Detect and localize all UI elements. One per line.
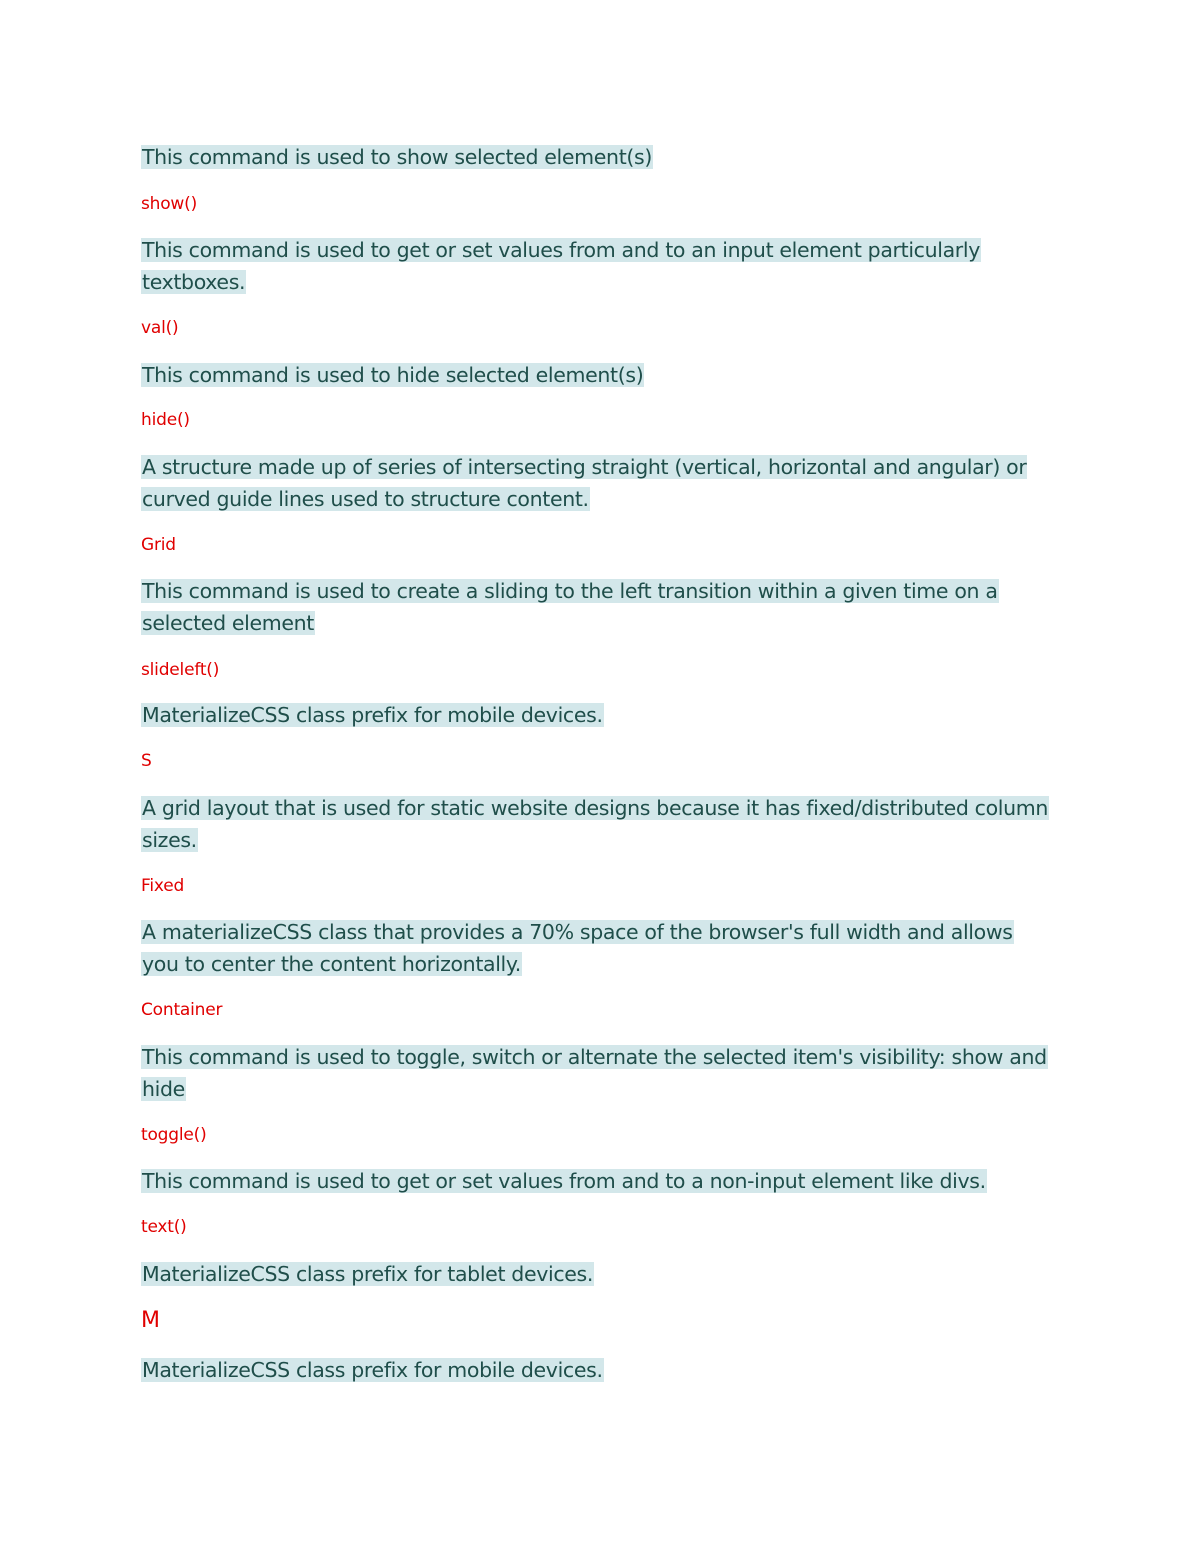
question-12-text: MaterializeCSS class prefix for mobile devices. (142, 1358, 603, 1382)
question-10-text: This command is used to get or set values from and to a non-input element like divs. (142, 1169, 986, 1193)
question-5-text: This command is used to create a sliding to the left transition within a given time on a selected element (142, 579, 998, 635)
answer-11: M (141, 1308, 160, 1333)
question-8-text: A materializeCSS class that provides a 70% space of the browser's full width and allows you to center the content horizontally. (142, 920, 1013, 976)
question-10 (141, 1165, 1051, 1197)
question-5 (141, 575, 1051, 639)
answer-4: Grid (141, 535, 176, 555)
question-7 (141, 792, 1051, 856)
question-2 (141, 234, 1051, 298)
question-1-text: This command is used to show selected element(s) (142, 145, 653, 169)
question-4 (141, 451, 1051, 515)
question-9-text: This command is used to toggle, switch or alternate the selected item's visibility: show and hide (142, 1045, 1047, 1101)
question-3 (141, 359, 1051, 391)
question-11 (141, 1258, 1051, 1290)
answer-8: Container (141, 1000, 223, 1020)
question-6 (141, 699, 1051, 731)
question-7-text: A grid layout that is used for static website designs because it has fixed/distributed column sizes. (142, 796, 1049, 852)
question-1 (141, 141, 1051, 173)
answer-6: S (141, 751, 152, 771)
question-3-text: This command is used to hide selected element(s) (142, 363, 644, 387)
answer-3: hide() (141, 410, 190, 430)
question-4-text: A structure made up of series of intersecting straight (vertical, horizontal and angular) or curved guide lines used to structure content. (142, 455, 1027, 511)
question-12 (141, 1354, 1051, 1386)
answer-2: val() (141, 318, 179, 338)
answer-10: text() (141, 1217, 187, 1237)
answer-7: Fixed (141, 876, 185, 896)
question-2-text: This command is used to get or set values from and to an input element particularly textboxes. (142, 238, 980, 294)
question-6-text: MaterializeCSS class prefix for mobile devices. (142, 703, 603, 727)
answer-5: slideleft() (141, 660, 220, 680)
answer-9: toggle() (141, 1125, 207, 1145)
question-8 (141, 916, 1051, 980)
question-11-text: MaterializeCSS class prefix for tablet devices. (142, 1262, 594, 1286)
answer-1: show() (141, 194, 198, 214)
question-9 (141, 1041, 1051, 1105)
